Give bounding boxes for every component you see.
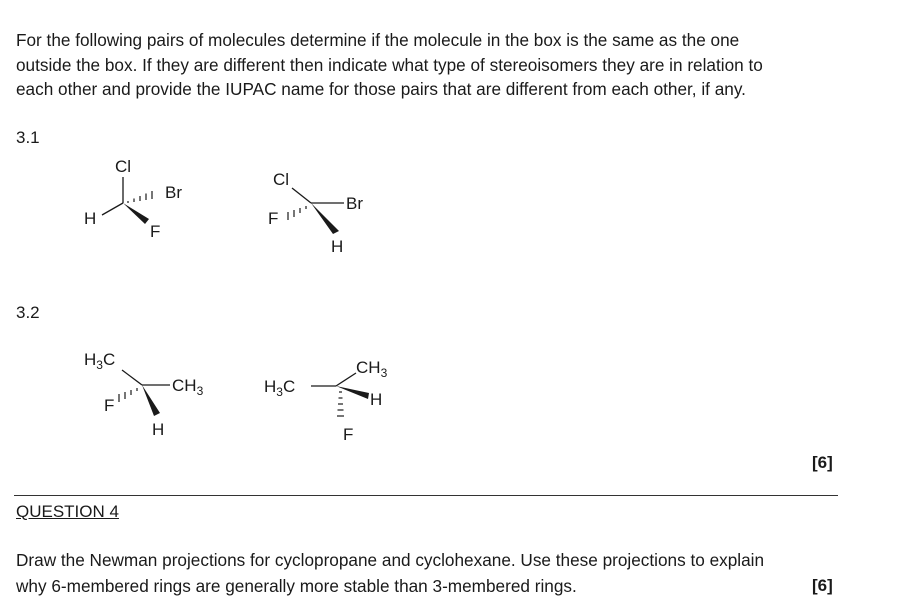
hashed-bond-c-br <box>128 191 152 203</box>
marks-question-3: [6] <box>812 453 833 472</box>
section-divider <box>14 495 838 496</box>
instructions-line-3: each other and provide the IUPAC name for those pairs that are different from each other, if any. <box>16 79 746 99</box>
atom-h: H <box>331 237 344 256</box>
group-h3c-left: $H_3C$ <box>264 377 296 399</box>
question-4-title: QUESTION 4 <box>16 502 119 521</box>
bond-c-ch3-top <box>122 370 142 385</box>
wedge-bond-c-h <box>142 385 160 416</box>
bond-c-cl <box>292 188 311 203</box>
hashed-bond-c-f <box>337 392 344 416</box>
atom-br: Br <box>165 183 182 202</box>
question-3-2-label: 3.2 <box>16 303 40 322</box>
group-h3c-top: $H_3C$ <box>84 350 116 372</box>
wedge-bond-c-f <box>123 203 149 224</box>
question-4-text <box>16 547 846 599</box>
molecule-3-1-left <box>84 157 182 241</box>
molecule-3-1-right <box>268 170 363 256</box>
wedge-bond-c-h <box>311 203 339 234</box>
question-4-line-2: why 6-membered rings are generally more stable than 3-membered rings. <box>16 576 577 596</box>
bond-c-h <box>102 203 123 215</box>
atom-h: H <box>370 390 383 409</box>
group-ch3-top: $CH_3$ <box>356 358 388 380</box>
bond-c-ch3 <box>336 373 356 386</box>
question-4-line-1: Draw the Newman projections for cyclopropane and cyclohexane. Use these projections to explain <box>16 550 765 570</box>
atom-f: F <box>150 222 161 241</box>
atom-h: H <box>152 420 165 439</box>
atom-f: F <box>343 425 354 444</box>
atom-cl: Cl <box>115 157 132 176</box>
molecule-3-2-left <box>84 350 204 439</box>
hashed-bond-c-f <box>119 388 137 402</box>
atom-cl: Cl <box>273 170 290 189</box>
question-3-1-label: 3.1 <box>16 128 40 147</box>
hashed-bond-c-f <box>288 206 306 220</box>
marks-question-4: [6] <box>812 576 833 595</box>
atom-f: F <box>268 209 279 228</box>
molecule-3-2-right <box>264 358 388 444</box>
atom-h: H <box>84 209 97 228</box>
group-ch3-right: $CH_3$ <box>172 376 204 398</box>
atom-f: F <box>104 396 115 415</box>
atom-br: Br <box>346 194 363 213</box>
instructions-line-1: For the following pairs of molecules determine if the molecule in the box is the same as the one <box>16 30 740 50</box>
instructions-line-2: outside the box. If they are different then indicate what type of stereoisomers they are in relation to <box>16 54 763 75</box>
